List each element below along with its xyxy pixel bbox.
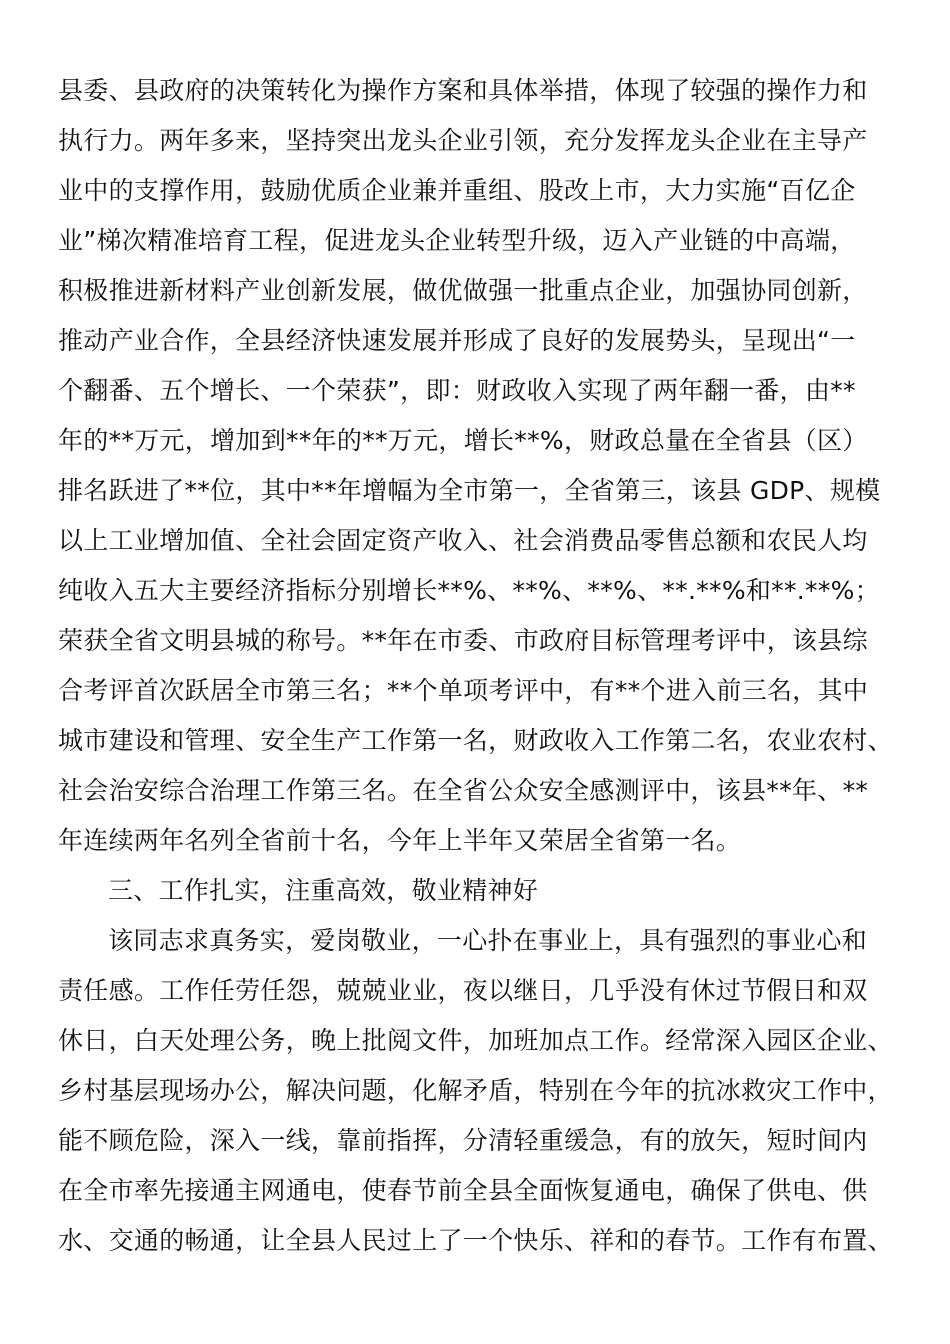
text-line: 县委、县政府的决策转化为操作方案和具体举措，体现了较强的操作力和 — [58, 76, 868, 105]
document-body — [58, 66, 898, 1266]
paragraph-first-line: 该同志求真务实，爱岗敬业，一心扑在事业上，具有强烈的事业心和 — [108, 926, 868, 955]
text-line: 以上工业增加值、全社会固定资产收入、社会消费品零售总额和农民人均 — [58, 526, 868, 555]
text-line: 业”梯次精准培育工程，促进龙头企业转型升级，迈入产业链的中高端， — [58, 226, 856, 255]
text-line: 年连续两年名列全省前十名，今年上半年又荣居全省第一名。 — [58, 826, 742, 855]
text-line: 水、交通的畅通，让全县人民过上了一个快乐、祥和的春节。工作有布置、 — [58, 1226, 893, 1255]
text-line: 纯收入五大主要经济指标分别增长**%、**%、**%、**.**%和**.**%； — [58, 576, 880, 605]
text-line: 责任感。工作任劳任怨，兢兢业业，夜以继日，几乎没有休过节假日和双 — [58, 976, 868, 1005]
text-line: 排名跃进了**位，其中**年增幅为全市第一，全省第三，该县 GDP、规模 — [58, 476, 881, 505]
text-line: 推动产业合作，全县经济快速发展并形成了良好的发展势头，呈现出“一 — [58, 326, 856, 355]
text-line: 积极推进新材料产业创新发展，做优做强一批重点企业，加强协同创新， — [58, 276, 868, 305]
text-line: 合考评首次跃居全市第三名；**个单项考评中，有**个进入前三名，其中 — [58, 676, 869, 705]
section-heading: 三、工作扎实，注重高效，敬业精神好 — [108, 876, 539, 905]
text-line: 能不顾危险，深入一线，靠前指挥，分清轻重缓急，有的放矢，短时间内 — [58, 1126, 868, 1155]
text-line: 社会治安综合治理工作第三名。在全省公众安全感测评中，该县**年、** — [58, 776, 869, 805]
text-line: 在全市率先接通主网通电，使春节前全县全面恢复通电，确保了供电、供 — [58, 1176, 868, 1205]
text-line: 乡村基层现场办公，解决问题，化解矛盾，特别在今年的抗冰救灾工作中， — [58, 1076, 893, 1105]
text-line: 年的**万元，增加到**年的**万元，增长**%，财政总量在全省县（区） — [58, 426, 868, 455]
text-line: 执行力。两年多来，坚持突出龙头企业引领，充分发挥龙头企业在主导产 — [58, 126, 868, 155]
text-line: 城市建设和管理、安全生产工作第一名，财政收入工作第二名，农业农村、 — [58, 726, 893, 755]
text-line: 荣获全省文明县城的称号。**年在市委、市政府目标管理考评中，该县综 — [58, 626, 868, 655]
text-line: 休日，白天处理公务，晚上批阅文件，加班加点工作。经常深入园区企业、 — [58, 1026, 893, 1055]
text-line: 个翻番、五个增长、一个荣获”，即：财政收入实现了两年翻一番，由** — [58, 376, 856, 405]
text-line: 业中的支撑作用，鼓励优质企业兼并重组、股改上市，大力实施“百亿企 — [58, 176, 856, 205]
